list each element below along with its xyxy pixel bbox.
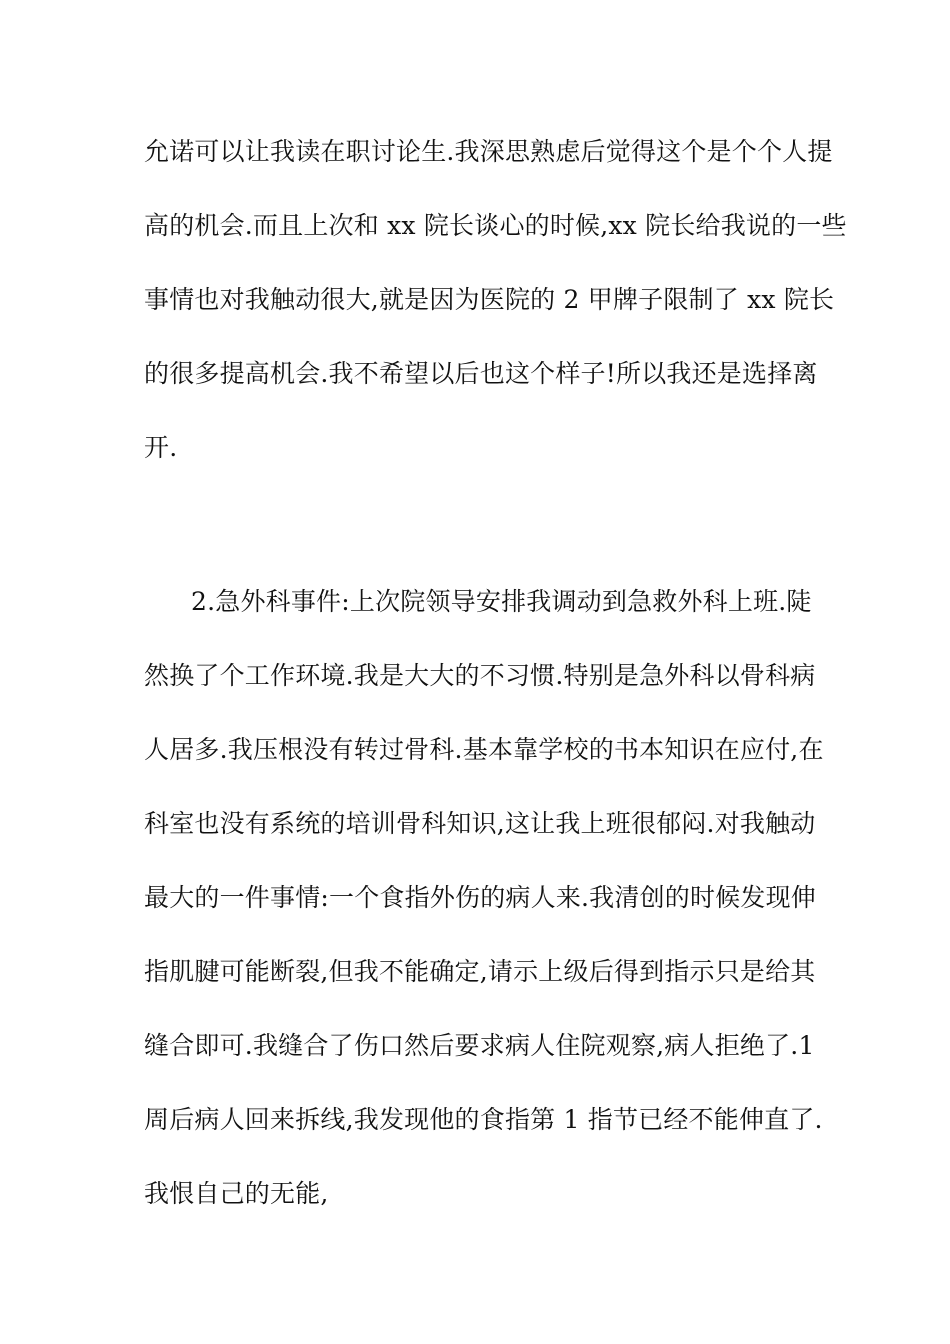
text-line-first-indented: 2.急外科事件:上次院领导安排我调动到急救外科上班.陡 — [191, 587, 812, 616]
text-line: 允诺可以让我读在职讨论生.我深思熟虑后觉得这个是个个人提 — [144, 137, 833, 166]
text-line: 最大的一件事情:一个食指外伤的病人来.我清创的时候发现伸 — [144, 883, 816, 912]
text-line: 周后病人回来拆线,我发现他的食指第 1 指节已经不能伸直了. — [144, 1105, 823, 1134]
text-line: 事情也对我触动很大,就是因为医院的 2 甲牌子限制了 xx 院长 — [144, 285, 835, 314]
text-line: 我恨自己的无能, — [144, 1179, 329, 1208]
text-line: 科室也没有系统的培训骨科知识,这让我上班很郁闷.对我触动 — [144, 809, 816, 838]
text-line: 缝合即可.我缝合了伤口然后要求病人住院观察,病人拒绝了.1 — [144, 1031, 815, 1060]
text-line: 指肌腱可能断裂,但我不能确定,请示上级后得到指示只是给其 — [144, 957, 816, 986]
paragraph-2 — [144, 565, 824, 1231]
text-line: 人居多.我压根没有转过骨科.基本靠学校的书本知识在应付,在 — [144, 735, 824, 764]
paragraph-1 — [144, 115, 847, 485]
text-line: 然换了个工作环境.我是大大的不习惯.特别是急外科以骨科病 — [144, 661, 816, 690]
text-line: 高的机会.而且上次和 xx 院长谈心的时候,xx 院长给我说的一些 — [144, 211, 847, 240]
text-line: 的很多提高机会.我不希望以后也这个样子!所以我还是选择离 — [144, 359, 818, 388]
text-line: 开. — [144, 433, 178, 462]
